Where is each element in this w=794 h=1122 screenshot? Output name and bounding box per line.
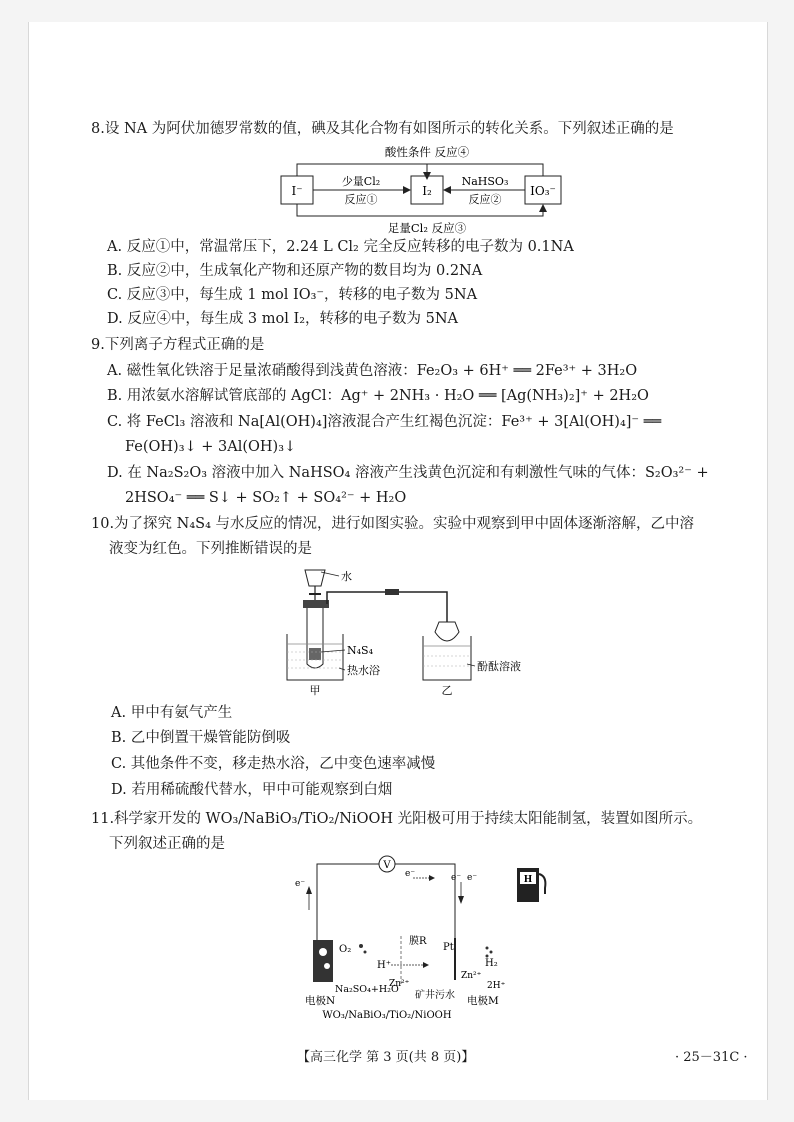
q8-option-d: D. 反应④中，每生成 3 mol I₂，转移的电子数为 5NA [107,311,459,327]
q11-label-2hplus: 2H⁺ [487,981,506,991]
q8-bottom-label: 足量Cl₂ 反应③ [387,221,467,235]
rubber-stopper [303,600,329,608]
q8-option-b: B. 反应②中，生成氧化产物和还原产物的数目均为 0.2NA [107,263,483,279]
q9-option-c-cont: Fe(OH)₃↓ + 3Al(OH)₃↓ [125,439,297,455]
q9-option-d: D. 在 Na₂S₂O₃ 溶液中加入 NaHSO₄ 溶液产生浅黄色沉淀和有刺激性气味的气体：S₂O₃²⁻ + [107,465,709,481]
inverted-drying-tube [435,622,459,641]
q9-option-b: B. 用浓氨水溶解试管底部的 AgCl：Ag⁺ + 2NH₃ · H₂O ══ [Ag(NH₃)₂]⁺ + 2H₂O [107,388,649,404]
q11-stem-line1: 11.科学家开发的 WO₃/NaBiO₃/TiO₂/NiOOH 光阳极可用于持续太阳能制氢，装置如图所示。 [91,811,703,827]
footer-paper-code: · 25－31C · [675,1050,748,1065]
hydrogen-pump-icon [517,868,545,902]
q10-option-a: A. 甲中有氨气产生 [111,705,233,721]
q10-label-bath: 热水浴 [347,664,380,677]
q11-label-mine-water: 矿井污水 [415,990,455,1001]
q11-label-e-top: e⁻ [405,869,416,879]
q11-label-o2: O₂ [339,944,352,955]
q8-box-right-label: IO₃⁻ [530,184,556,198]
q10-label-phenolphthalein: 酚酞溶液 [477,660,521,673]
beaker-yi [423,636,471,680]
solid-n4s4 [309,648,321,660]
q9-option-c: C. 将 FeCl₃ 溶液和 Na[Al(OH)₄]溶液混合产生红褐色沉淀：Fe³⁺ + 3[Al(OH)₄]⁻ ══ [107,414,662,430]
q10-label-yi: 乙 [441,684,453,697]
q9-option-d-cont: 2HSO₄⁻ ══ S↓ + SO₂↑ + SO₄²⁻ + H₂O [125,490,407,506]
q11-photoanode-figure [291,852,551,1020]
q10-label-water: 水 [341,570,352,583]
q11-label-zn-right: Zn²⁺ [461,971,482,981]
exam-page [28,22,768,1100]
q11-label-v: V [383,860,391,871]
q8-arrow1-bottom: 反应① [344,193,378,206]
q9-stem: 9.下列离子方程式正确的是 [91,337,265,353]
q10-apparatus-figure [281,564,521,697]
q8-iodine-diagram [277,142,577,240]
q8-box-left-label: I⁻ [291,184,303,198]
electrode-n [313,940,333,982]
q8-stem: 8.设 NA 为阿伏加德罗常数的值，碘及其化合物有如图所示的转化关系。下列叙述正确的是 [91,121,674,137]
q11-label-zn-left: Zn²⁺ [389,979,410,989]
q9-option-a: A. 磁性氧化铁溶于足量浓硝酸得到浅黄色溶液：Fe₂O₃ + 6H⁺ ══ 2Fe³⁺ + 3H₂O [107,363,638,379]
q11-stem-line2: 下列叙述正确的是 [109,836,225,852]
q11-label-e-right: e⁻ [451,873,462,883]
q8-option-c: C. 反应③中，每生成 1 mol IO₃⁻，转移的电子数为 5NA [107,287,478,303]
q10-label-n4s4: N₄S₄ [347,644,373,657]
q11-label-photoanode: WO₃/NaBiO₃/TiO₂/NiOOH [322,1010,452,1021]
q11-label-electrolyte: Na₂SO₄+H₂O [335,984,399,995]
q10-stem-line2: 液变为红色。下列推断错误的是 [109,541,312,557]
q10-option-d: D. 若用稀硫酸代替水，甲中可能观察到白烟 [111,782,393,798]
q10-option-b: B. 乙中倒置干燥管能防倒吸 [111,730,291,746]
svg-text:H: H [523,875,533,885]
q10-stem-line1: 10.为了探究 N₄S₄ 与水反应的情况，进行如图实验。实验中观察到甲中固体逐渐溶解，乙中溶 [91,516,695,532]
q10-label-jia: 甲 [309,684,321,697]
q8-arrow2-top: NaHSO₃ [461,175,509,188]
footer-page-info: 【高三化学 第 3 页(共 8 页)】 [297,1050,475,1065]
delivery-tube [327,592,447,622]
q11-label-e-extra: e⁻ [467,873,478,883]
q8-arrow1-top: 少量Cl₂ [341,175,381,188]
q11-label-pt: Pt [443,942,454,953]
q10-option-c: C. 其他条件不变，移走热水浴，乙中变色速率减慢 [111,756,436,772]
q11-label-electrode-n: 电极N [305,995,336,1007]
q11-label-hplus: H⁺ [377,960,391,971]
q8-box-mid-label: I₂ [422,184,432,198]
q11-label-e-left: e⁻ [295,879,306,889]
q11-label-membrane: 膜R [409,936,427,947]
q8-arrow2-bottom: 反应② [468,193,502,206]
q8-option-a: A. 反应①中，常温常压下，2.24 L Cl₂ 完全反应转移的电子数为 0.1NA [107,239,574,255]
q11-label-electrode-m: 电极M [467,995,499,1007]
q11-label-h2: H₂ [485,958,498,969]
q8-top-label: 酸性条件 反应④ [384,145,470,159]
